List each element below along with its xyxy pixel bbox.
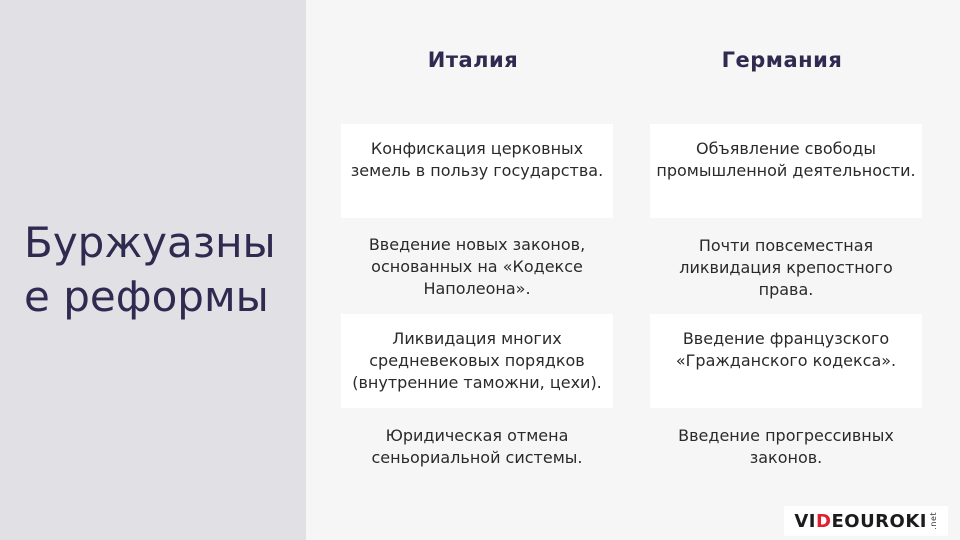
videouroki-logo bbox=[784, 506, 948, 536]
column-header-germany: Германия bbox=[721, 48, 843, 72]
germany-item-2: Почти повсеместная ликвидация крепостного права. bbox=[679, 236, 893, 299]
logo-text-accent: D bbox=[816, 510, 832, 532]
germany-item-3: Введение французского «Гражданского кодекса». bbox=[650, 314, 922, 408]
logo-text-tld: .net bbox=[929, 512, 938, 530]
comparison-table bbox=[306, 0, 960, 540]
column-header-italy: Италия bbox=[427, 48, 519, 72]
germany-item-4: Введение прогрессивных законов. bbox=[678, 426, 894, 467]
slide-title: Буржуазные реформы bbox=[24, 218, 276, 321]
italy-item-1: Конфискация церковных земель в пользу государства. bbox=[341, 124, 613, 218]
italy-item-2: Введение новых законов, основанных на «Кодексе Наполеона». bbox=[368, 235, 586, 298]
italy-item-3: Ликвидация многих средневековых порядков (внутренние таможни, цехи). bbox=[341, 314, 613, 408]
left-panel bbox=[0, 0, 306, 540]
logo-text-prefix: VI bbox=[794, 510, 817, 532]
germany-item-1: Объявление свободы промышленной деятельности. bbox=[650, 124, 922, 218]
logo-text-suffix: EOUROKI bbox=[831, 510, 927, 532]
italy-item-4: Юридическая отмена сеньориальной системы. bbox=[371, 426, 583, 467]
